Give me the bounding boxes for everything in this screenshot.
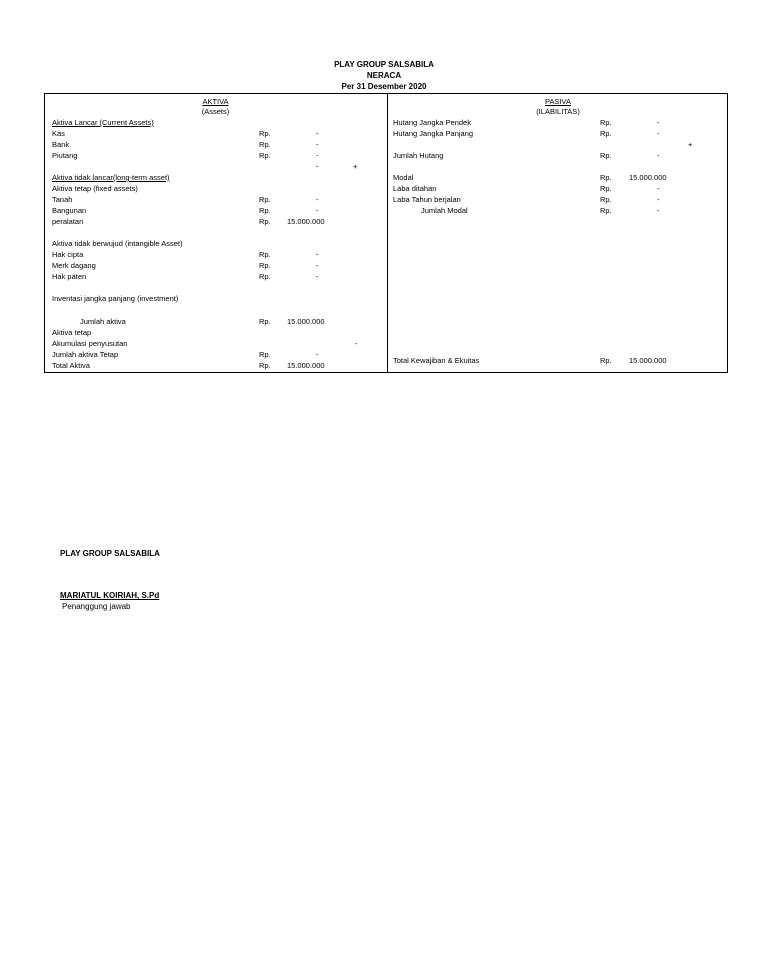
laba-ditahan-value: -	[657, 184, 660, 193]
aktiva-subheading: (Assets)	[201, 107, 230, 116]
jumlah-aktiva-rp: Rp.	[259, 317, 271, 326]
tanah-value: -	[316, 195, 319, 204]
jumlah-aktiva-value: 15.000.000	[287, 317, 325, 326]
peralatan-value: 15.000.000	[287, 217, 325, 226]
hutang-pendek-label: Hutang Jangka Pendek	[393, 118, 471, 127]
laba-ditahan-label: Laba ditahan	[393, 184, 437, 193]
piutang-value: -	[316, 151, 319, 160]
bank-rp: Rp.	[259, 140, 271, 149]
bank-value: -	[316, 140, 319, 149]
jumlah-modal-rp: Rp.	[600, 206, 612, 215]
tanah-rp: Rp.	[259, 195, 271, 204]
pasiva-heading: PASIVA	[545, 97, 571, 106]
bangunan-rp: Rp.	[259, 206, 271, 215]
piutang-label: Piutang	[52, 151, 78, 160]
total-aktiva-value: 15.000.000	[287, 361, 325, 370]
hak-cipta-value: -	[316, 250, 319, 259]
merk-rp: Rp.	[259, 261, 271, 270]
jumlah-hutang-label: Jumlah Hutang	[393, 151, 444, 160]
total-aktiva-label: Total Aktiva	[52, 361, 90, 370]
current-subtotal-plus: +	[353, 162, 358, 171]
aktiva-tetap-label: Aktiva tetap	[52, 328, 92, 337]
noncurrent-heading: Aktiva tidak lancar(long-term asset)	[52, 173, 170, 182]
laba-berjalan-rp: Rp.	[600, 195, 612, 204]
jumlah-aktiva-label: Jumlah aktiva	[80, 317, 126, 326]
intangible-heading: Aktiva tidak berwujud (intangible Asset)	[52, 239, 183, 248]
merk-value: -	[316, 261, 319, 270]
peralatan-label: peralatan	[52, 217, 84, 226]
hutang-panjang-label: Hutang Jangka Panjang	[393, 129, 474, 138]
akumulasi-value: -	[355, 339, 358, 348]
hak-cipta-rp: Rp.	[259, 250, 271, 259]
pasiva-subheading: (ILABILITAS)	[536, 107, 580, 116]
hutang-panjang-value: -	[657, 129, 660, 138]
merk-label: Merk dagang	[52, 261, 96, 270]
report-date: Per 31 Desember 2020	[341, 82, 427, 91]
hak-cipta-label: Hak cipta	[52, 250, 84, 259]
total-kewajiban-label: Total Kewajiban & Ekuitas	[393, 356, 480, 365]
column-divider	[387, 93, 388, 373]
current-assets-heading: Aktiva Lancar (Current Assets)	[52, 118, 154, 127]
kas-label: Kas	[52, 129, 65, 138]
kas-value: -	[316, 129, 319, 138]
jumlah-aktiva-tetap-label: Jumlah aktiva Tetap	[52, 350, 119, 359]
investment-heading: Inventasi jangka panjang (investment)	[52, 294, 179, 303]
modal-value: 15.000.000	[629, 173, 667, 182]
bangunan-label: Bangunan	[52, 206, 87, 215]
signature-name: MARIATUL KOIRIAH, S.Pd	[60, 591, 160, 600]
total-aktiva-rp: Rp.	[259, 361, 271, 370]
hak-paten-rp: Rp.	[259, 272, 271, 281]
org-title: PLAY GROUP SALSABILA	[334, 60, 434, 69]
laba-berjalan-label: Laba Tahun berjalan	[393, 195, 461, 204]
jumlah-hutang-value: -	[657, 151, 660, 160]
jumlah-modal-label: Jumlah Modal	[421, 206, 468, 215]
laba-berjalan-value: -	[657, 195, 660, 204]
hutang-subtotal-plus: +	[688, 140, 693, 149]
signature-role: Penanggung jawab	[62, 602, 131, 611]
jumlah-modal-value: -	[657, 206, 660, 215]
signature-org: PLAY GROUP SALSABILA	[60, 549, 160, 558]
akumulasi-label: Akumulasi penyusutan	[52, 339, 128, 348]
hak-paten-value: -	[316, 272, 319, 281]
peralatan-rp: Rp.	[259, 217, 271, 226]
modal-label: Modal	[393, 173, 414, 182]
jumlah-aktiva-tetap-value: -	[316, 350, 319, 359]
total-kewajiban-rp: Rp.	[600, 356, 612, 365]
kas-rp: Rp.	[259, 129, 271, 138]
hutang-panjang-rp: Rp.	[600, 129, 612, 138]
report-title: NERACA	[366, 71, 402, 80]
jumlah-hutang-rp: Rp.	[600, 151, 612, 160]
bank-label: Bank	[52, 140, 70, 149]
laba-ditahan-rp: Rp.	[600, 184, 612, 193]
piutang-rp: Rp.	[259, 151, 271, 160]
aktiva-heading: AKTIVA	[202, 97, 229, 106]
fixed-assets-heading: Aktiva tetap (fixed assets)	[52, 184, 138, 193]
modal-rp: Rp.	[600, 173, 612, 182]
bangunan-value: -	[316, 206, 319, 215]
current-subtotal-value: -	[316, 162, 319, 171]
jumlah-aktiva-tetap-rp: Rp.	[259, 350, 271, 359]
hutang-pendek-rp: Rp.	[600, 118, 612, 127]
hak-paten-label: Hak paten	[52, 272, 87, 281]
tanah-label: Tanah	[52, 195, 73, 204]
total-kewajiban-value: 15.000.000	[629, 356, 667, 365]
balance-sheet-table	[44, 93, 728, 373]
hutang-pendek-value: -	[657, 118, 660, 127]
